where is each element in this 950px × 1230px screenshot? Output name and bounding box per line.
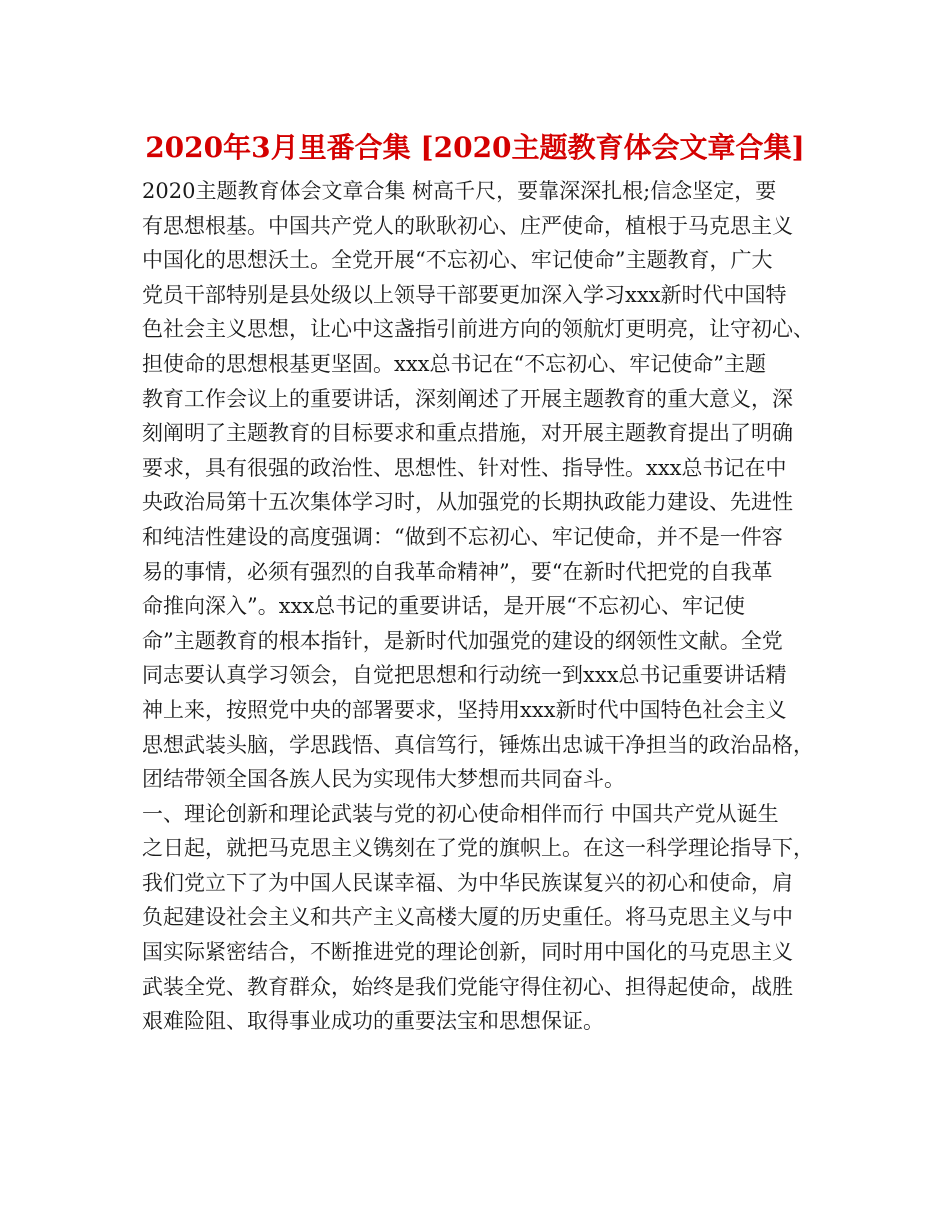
body-line: 有思想根基。中国共产党人的耿耿初心、庄严使命，植根于马克思主义	[142, 213, 793, 238]
body-line: 之日起，就把马克思主义镌刻在了党的旗帜上。在这一科学理论指导下，	[142, 836, 814, 861]
body-line: 中国化的思想沃土。全党开展“不忘初心、牢记使命”主题教育，广大	[142, 248, 773, 273]
document-body	[142, 174, 822, 1039]
body-line: 武装全党、教育群众，始终是我们党能守得住初心、担得起使命，战胜	[142, 974, 793, 999]
body-line: 同志要认真学习领会，自觉把思想和行动统一到xxx总书记重要讲话精	[142, 663, 787, 688]
body-line: 2020主题教育体会文章合集 树高千尺，要靠深深扎根;信念坚定，要	[142, 179, 777, 203]
body-line: 艰难险阻、取得事业成功的重要法宝和思想保证。	[142, 1009, 604, 1034]
body-line: 担使命的思想根基更坚固。xxx总书记在“不忘初心、牢记使命”主题	[142, 351, 766, 376]
body-line: 命推向深入”。xxx总书记的重要讲话，是开展“不忘初心、牢记使	[142, 594, 745, 619]
section-heading-line: 一、理论创新和理论武装与党的初心使命相伴而行 中国共产党从诞生	[142, 801, 779, 826]
body-line: 我们党立下了为中国人民谋幸福、为中华民族谋复兴的初心和使命，肩	[142, 870, 793, 895]
body-line: 和纯洁性建设的高度强调：“做到不忘初心、牢记使命，并不是一件容	[142, 524, 783, 549]
body-line: 易的事情，必须有强烈的自我革命精神”，要“在新时代把党的自我革	[142, 559, 773, 584]
body-line: 色社会主义思想，让心中这盏指引前进方向的领航灯更明亮，让守初心、	[142, 317, 814, 342]
body-line: 国实际紧密结合，不断推进党的理论创新，同时用中国化的马克思主义	[142, 940, 793, 965]
body-line: 负起建设社会主义和共产主义高楼大厦的历史重任。将马克思主义与中	[142, 905, 793, 930]
body-line: 思想武装头脑，学思践悟、真信笃行，锤炼出忠诚干净担当的政治品格，	[142, 732, 814, 757]
body-line: 团结带领全国各族人民为实现伟大梦想而共同奋斗。	[142, 767, 625, 792]
document-title: 2020年3月里番合集 [2020主题教育体会文章合集]	[145, 131, 805, 164]
body-line: 党员干部特别是县处级以上领导干部要更加深入学习xxx新时代中国特	[142, 282, 787, 307]
body-line: 教育工作会议上的重要讲话，深刻阐述了开展主题教育的重大意义，深	[142, 386, 793, 411]
body-line: 央政治局第十五次集体学习时，从加强党的长期执政能力建设、先进性	[142, 490, 793, 515]
body-line: 要求，具有很强的政治性、思想性、针对性、指导性。xxx总书记在中	[142, 455, 787, 480]
body-line: 命”主题教育的根本指针，是新时代加强党的建设的纲领性文献。全党	[142, 628, 783, 653]
body-line: 刻阐明了主题教育的目标要求和重点措施，对开展主题教育提出了明确	[142, 421, 793, 446]
body-line: 神上来，按照党中央的部署要求，坚持用xxx新时代中国特色社会主义	[142, 697, 787, 722]
